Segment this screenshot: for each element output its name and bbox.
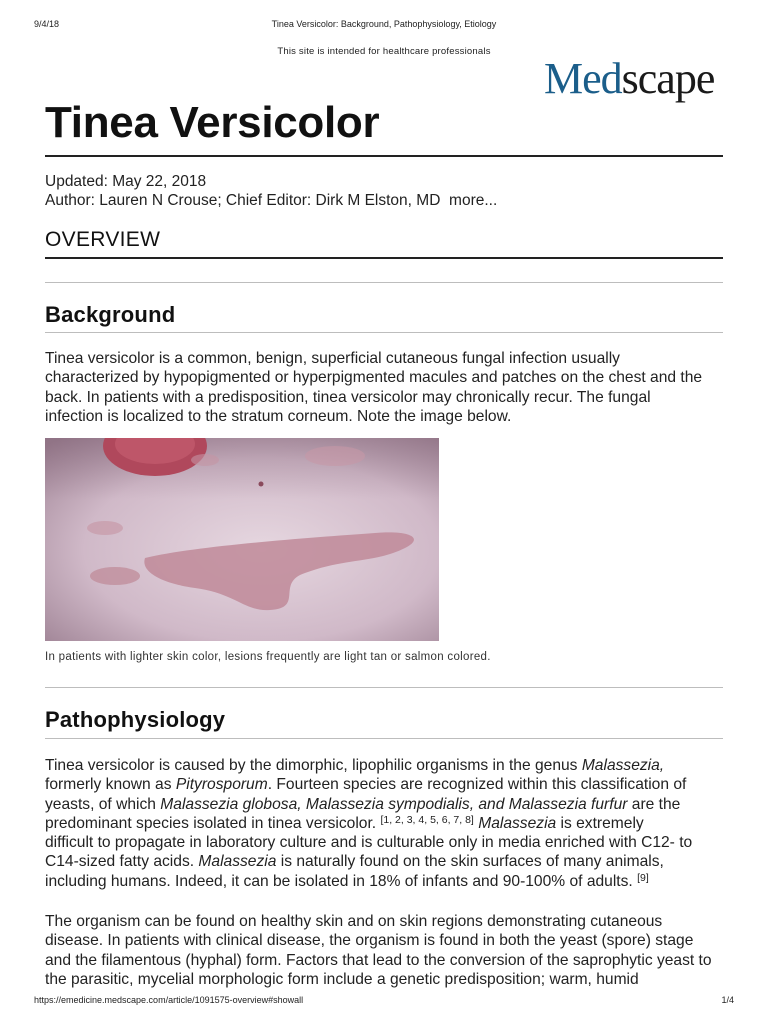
- pathophysiology-heading-rule: [45, 738, 723, 739]
- genus-name: Malassezia,: [581, 757, 665, 774]
- genus-name: Malassezia: [478, 814, 557, 832]
- background-paragraph: [45, 349, 729, 426]
- background-line: infection is localized to the stratum corneum. Note the image below.: [45, 407, 512, 425]
- para-line: disease. In patients with clinical disease, the organism is found in both the yeast (spore) stage: [45, 932, 694, 950]
- pathophysiology-paragraph-2: [45, 912, 729, 989]
- footer-url: https://emedicine.medscape.com/article/1091575-overview#showall: [34, 995, 304, 1005]
- medscape-logo[interactable]: [544, 56, 714, 102]
- para-line: [45, 814, 729, 833]
- title-divider: [45, 155, 723, 157]
- print-page-title: Tinea Versicolor: Background, Pathophysiology, Etiology: [271, 19, 497, 29]
- para-line: [45, 872, 729, 891]
- section-divider: [45, 282, 723, 283]
- reference-link[interactable]: [9]: [637, 871, 649, 884]
- text-run: . Fourteen species are recognized within this classification of: [267, 776, 687, 794]
- author-text: Author: Lauren N Crouse; Chief Editor: Dirk M Elston, MD: [45, 192, 441, 209]
- overview-heading: OVERVIEW: [45, 228, 161, 251]
- lesion-patch: [90, 567, 140, 585]
- updated-date: Updated: May 22, 2018: [45, 173, 207, 190]
- lesion-patch: [87, 521, 123, 535]
- skin-mole: [259, 482, 264, 487]
- genus-name: Pityrosporum: [175, 776, 268, 794]
- background-heading-rule: [45, 332, 723, 333]
- text-run: yeasts, of which: [45, 795, 161, 813]
- text-run: is naturally found on the skin surfaces of many animals,: [276, 853, 664, 871]
- lesion-patch: [305, 446, 365, 466]
- print-date: 9/4/18: [34, 19, 60, 29]
- para-line: difficult to propagate in laboratory culture and is culturable only in media enriched with C12- to: [45, 834, 693, 852]
- pathophysiology-heading: Pathophysiology: [45, 707, 226, 732]
- article-title: Tinea Versicolor: [45, 98, 380, 147]
- para-line: The organism can be found on healthy skin and on skin regions demonstrating cutaneous: [45, 913, 663, 930]
- para-line: [45, 756, 729, 775]
- page-number: 1/4: [721, 995, 734, 1005]
- logo-part-scape: scape: [621, 54, 715, 103]
- overview-divider: [45, 257, 723, 259]
- background-line: back. In patients with a predisposition, tinea versicolor may chronically recur. The fungal: [45, 388, 651, 406]
- section-divider: [45, 687, 723, 688]
- species-names: Malassezia globosa, Malassezia sympodialis, and Malassezia furfur: [160, 795, 628, 813]
- text-run: are the: [627, 795, 681, 813]
- para-line: [45, 795, 729, 814]
- clinical-photo[interactable]: [45, 438, 439, 641]
- text-run: formerly known as: [45, 776, 176, 794]
- image-caption: In patients with lighter skin color, lesions frequently are light tan or salmon colored.: [45, 651, 491, 663]
- hcp-notice: This site is intended for healthcare professionals: [277, 46, 491, 57]
- background-line: characterized by hypopigmented or hyperpigmented macules and patches on the chest and the: [45, 369, 703, 387]
- more-authors-link[interactable]: more...: [449, 192, 498, 209]
- background-heading: Background: [45, 302, 176, 327]
- para-line: [45, 775, 729, 794]
- lesion-patch: [191, 454, 219, 466]
- genus-name: Malassezia: [198, 853, 277, 871]
- para-line: and the filamentous (hyphal) form. Factors that lead to the conversion of the saprophytic yeast to: [45, 951, 712, 969]
- text-run: C14-sized fatty acids.: [45, 853, 199, 871]
- para-line: the parasitic, mycelial morphologic form include a genetic predisposition; warm, humid: [45, 970, 639, 988]
- reference-link[interactable]: [1, 2, 3, 4, 5, 6, 7, 8]: [380, 813, 474, 826]
- pathophysiology-paragraph-1: [45, 756, 729, 891]
- background-line: Tinea versicolor is a common, benign, superficial cutaneous fungal infection usually: [45, 350, 620, 367]
- text-run: including humans. Indeed, it can be isolated in 18% of infants and 90-100% of adults.: [45, 872, 638, 890]
- para-line: [45, 852, 729, 871]
- text-run: Tinea versicolor is caused by the dimorphic, lipophilic organisms in the genus: [45, 757, 582, 774]
- logo-part-med: Med: [544, 54, 622, 103]
- text-run: predominant species isolated in tinea versicolor.: [45, 814, 381, 832]
- author-line: [45, 192, 497, 210]
- text-run: is extremely: [556, 814, 644, 832]
